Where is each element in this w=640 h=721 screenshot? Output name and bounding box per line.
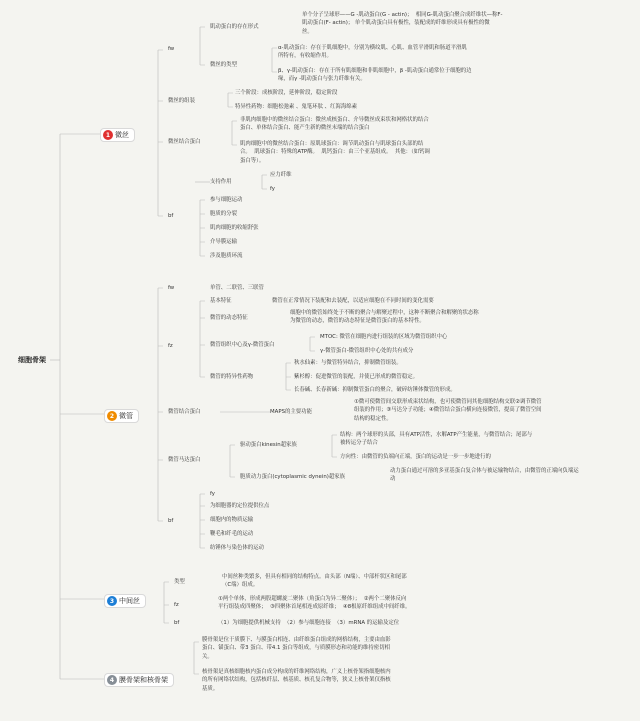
- mf-bf-item: 胞质的分裂: [210, 211, 237, 217]
- mt-bf-item: 为细胞器的定位提供位点: [210, 503, 270, 509]
- mt-dynein[interactable]: 胞质动力蛋白(cytoplasmic dynein)超家族: [240, 474, 346, 480]
- root-node[interactable]: 细胞骨架: [18, 356, 46, 364]
- mt-dynein-desc: 动力蛋白通过可溶的多亚基蛋白复合体与被运输物结合，由微管的正端向负端运 动: [390, 468, 579, 483]
- mf-nonmuscle: 非肌肉细胞中的微丝结合蛋白：微丝成核蛋白、介导微丝成束状和网格状的结合 蛋白、单体结合蛋白、能产生新的微丝末端的结合蛋白: [240, 117, 429, 132]
- mf-stress: 应力纤维: [270, 172, 292, 178]
- branch-membrane-nuclear-skeleton[interactable]: [104, 673, 174, 687]
- if-bf-desc: （1）为细胞提供机械支持 （2）参与细胞连接 （3）mRNA 的运输及定位: [218, 620, 400, 626]
- mt-colchicine: 秋水仙素：与微管特异结合，抑制微管组装。: [294, 360, 402, 366]
- mf-bf[interactable]: bf: [168, 213, 174, 219]
- mt-fy[interactable]: fy: [210, 491, 215, 497]
- connector: [200, 301, 205, 377]
- connector: [228, 93, 233, 107]
- mt-taxol: 紫杉醇：促进微管的装配，并使已形成的微管稳定。: [294, 374, 418, 380]
- connector: [272, 48, 277, 72]
- mf-types[interactable]: 微丝的类型: [210, 62, 237, 68]
- mt-bf[interactable]: bf: [168, 518, 174, 524]
- mt-bf-item: 纺锤体与染色体的运动: [210, 545, 264, 551]
- mt-maps-desc: ①微可使微管间交联形成束状结构，也可使微管同其他细胞结构交联②调节微管 组装的作用；③马达分子功能；④微管结合蛋白横向连接微管，提高了微管空间 结构的稳定性。: [354, 399, 542, 422]
- mt-kinesin-structure: 结构：两个球形的头部，具有ATP活性，水解ATP产生能量，与微管结合；尾部与 被转运分子结合: [340, 432, 533, 447]
- mt-mtoc[interactable]: 微管组织中心及γ-微管蛋白: [210, 342, 275, 348]
- mf-support[interactable]: 支持作用: [210, 179, 232, 185]
- mt-bf-item: 鞭毛和纤毛的运动: [210, 531, 254, 537]
- mt-gamma: γ-微管蛋白-微管组织中心处的共有成分: [320, 348, 414, 354]
- mt-dynamic[interactable]: 微管的动态特征: [210, 315, 248, 321]
- if-fz[interactable]: fz: [174, 602, 179, 608]
- connector: [164, 582, 169, 623]
- branch-label: 膜骨架和核骨架: [119, 676, 168, 684]
- mf-bf-item: 涉及胞质环流: [210, 253, 243, 259]
- mt-drugs[interactable]: 微管的特异性药物: [210, 374, 254, 380]
- number-badge: 3: [107, 596, 117, 606]
- mf-beta: β、γ-肌动蛋白：存在于所有肌细胞和非肌细胞中，β -肌动蛋白通常位于细胞的边 缘，而γ -肌动蛋白与张力纤维有关。: [278, 68, 472, 83]
- number-badge: 4: [107, 675, 117, 685]
- mt-kinesin-direction: 方向性：由微管的负端向正端，蛋白的运动是一步一步地进行的: [340, 454, 491, 460]
- mf-bf-item: 肌肉细胞的收缩舒张: [210, 225, 259, 231]
- branch-microfilament[interactable]: [100, 128, 135, 142]
- branch-intermediate-filament[interactable]: [104, 594, 146, 608]
- connector: [158, 50, 163, 216]
- number-badge: 1: [103, 130, 113, 140]
- mf-muscle: 肌肉细胞中的微丝结合蛋白：原肌球蛋白：调节肌动蛋白与肌球蛋白头部的结 合。 肌球蛋白：特殊的ATP酶。 肌钙蛋白：由三个亚基组成。 其他：（如钙调 蛋白等）。: [240, 141, 430, 164]
- mf-stages: 三个阶段：成核阶段，延伸阶段，稳定阶段: [235, 90, 338, 96]
- mf-bf-item: 参与细胞运动: [210, 197, 243, 203]
- mt-basic[interactable]: 基本特征: [210, 298, 232, 304]
- if-bf[interactable]: bf: [174, 620, 180, 626]
- mt-dynamic-desc: 细胞中的微管始终处于不断的聚合与解聚过程中，这种不断聚合和解聚的状态称 为微管的动态，微管的动态特征是微管蛋白的基本特性。: [290, 310, 479, 325]
- mf-fw[interactable]: fw: [168, 46, 175, 52]
- mt-motor[interactable]: 微管马达蛋白: [168, 457, 201, 463]
- connector: [200, 494, 205, 548]
- connector: [310, 337, 315, 351]
- if-type-desc: 中间丝种类繁多，但具有相同的结构特点。由头部（N端）、中部杆状区和尾部 （C端）组成。: [222, 574, 407, 589]
- connector: [194, 642, 199, 674]
- if-type[interactable]: 类型: [174, 579, 185, 585]
- mf-bf-item: 介导膜运输: [210, 239, 237, 245]
- mt-vinblastine: 长春碱、长春新碱：抑制微管蛋白的聚合，破碎纺锤体微管的形成。: [294, 387, 456, 393]
- mt-fw[interactable]: fw: [168, 285, 175, 291]
- mf-support-fy: fy: [270, 186, 275, 192]
- mf-assembly[interactable]: 微丝的组装: [168, 98, 195, 104]
- mt-bf-item: 细胞内的物质运输: [210, 517, 254, 523]
- connector: [200, 27, 205, 65]
- mf-alpha: α-肌动蛋白：存在于肌细胞中，分别为横纹肌、心肌、血管平滑肌和肠道平滑肌 所特有，有收缩作用。: [278, 45, 467, 60]
- branch-microtubule[interactable]: [104, 409, 139, 423]
- connector: [262, 175, 267, 189]
- branch-label: 微管: [119, 412, 133, 420]
- connector: [200, 200, 205, 256]
- branch-label: 中间丝: [119, 597, 140, 605]
- mt-mtoc-def: MTOC: 微管在细胞内进行组装的区域为微管组织中心: [320, 334, 448, 340]
- mt-fw-item: 单管、二联管、三联管: [210, 285, 264, 291]
- mf-existence-desc: 单个分子呈球形——G -肌动蛋白(G - actin)； 相同G-肌动蛋白聚合成纤维状—称F- 肌动蛋白(F- actin)； 单个肌动蛋白具有极性，装配成的纤维形成具有极性的微 丝。: [302, 12, 503, 35]
- mf-existence[interactable]: 肌动蛋白的存在形式: [210, 24, 259, 30]
- connector: [232, 121, 237, 145]
- mt-binding[interactable]: 微管结合蛋白: [168, 409, 201, 415]
- connector: [230, 445, 235, 477]
- connector: [158, 288, 163, 521]
- number-badge: 2: [107, 411, 117, 421]
- mt-maps[interactable]: MAPS的主要功能: [270, 409, 312, 415]
- mt-fz[interactable]: fz: [168, 343, 173, 349]
- branch-label: 微丝: [115, 131, 129, 139]
- mf-drugs: 特异性药物：细胞松弛素 、鬼笔环肽 、红海海绵素: [235, 104, 358, 110]
- mf-binding[interactable]: 微丝结合蛋白: [168, 139, 201, 145]
- mt-basic-desc: 微管在正常情况下装配和去装配，以适应细胞在不同时间的变化需要: [272, 298, 434, 304]
- connector: [286, 363, 291, 390]
- mt-kinesin[interactable]: 驱动蛋白kinesin超家族: [240, 442, 297, 448]
- connector: [60, 134, 65, 679]
- membrane-skeleton-desc: 膜骨架是位于质膜下、与膜蛋白相连、由纤维蛋白组成的网格结构，主要由血影 蛋白、锚蛋白、带3 蛋白、带4.1 蛋白等组成，与质膜形态和功能的维持密切相 关。: [202, 637, 391, 660]
- connector: [332, 435, 337, 457]
- nuclear-skeleton-desc: 核骨架是真核细胞核内蛋白成分构成的纤维网络结构，广义上核骨架指细胞核内 的所有网络状结构，包括核纤层、核基质、核孔复合物等，狭义上核骨架仅指核 基质。: [202, 669, 391, 692]
- if-fz-desc: ①两个单体，形成两股超螺旋二聚体（角蛋白为异二聚体）； ②两个二聚体反向 平行组装成四聚体； ③四聚体首尾相连成原纤维； ④8根原纤维组成中间纤维。: [218, 596, 411, 611]
